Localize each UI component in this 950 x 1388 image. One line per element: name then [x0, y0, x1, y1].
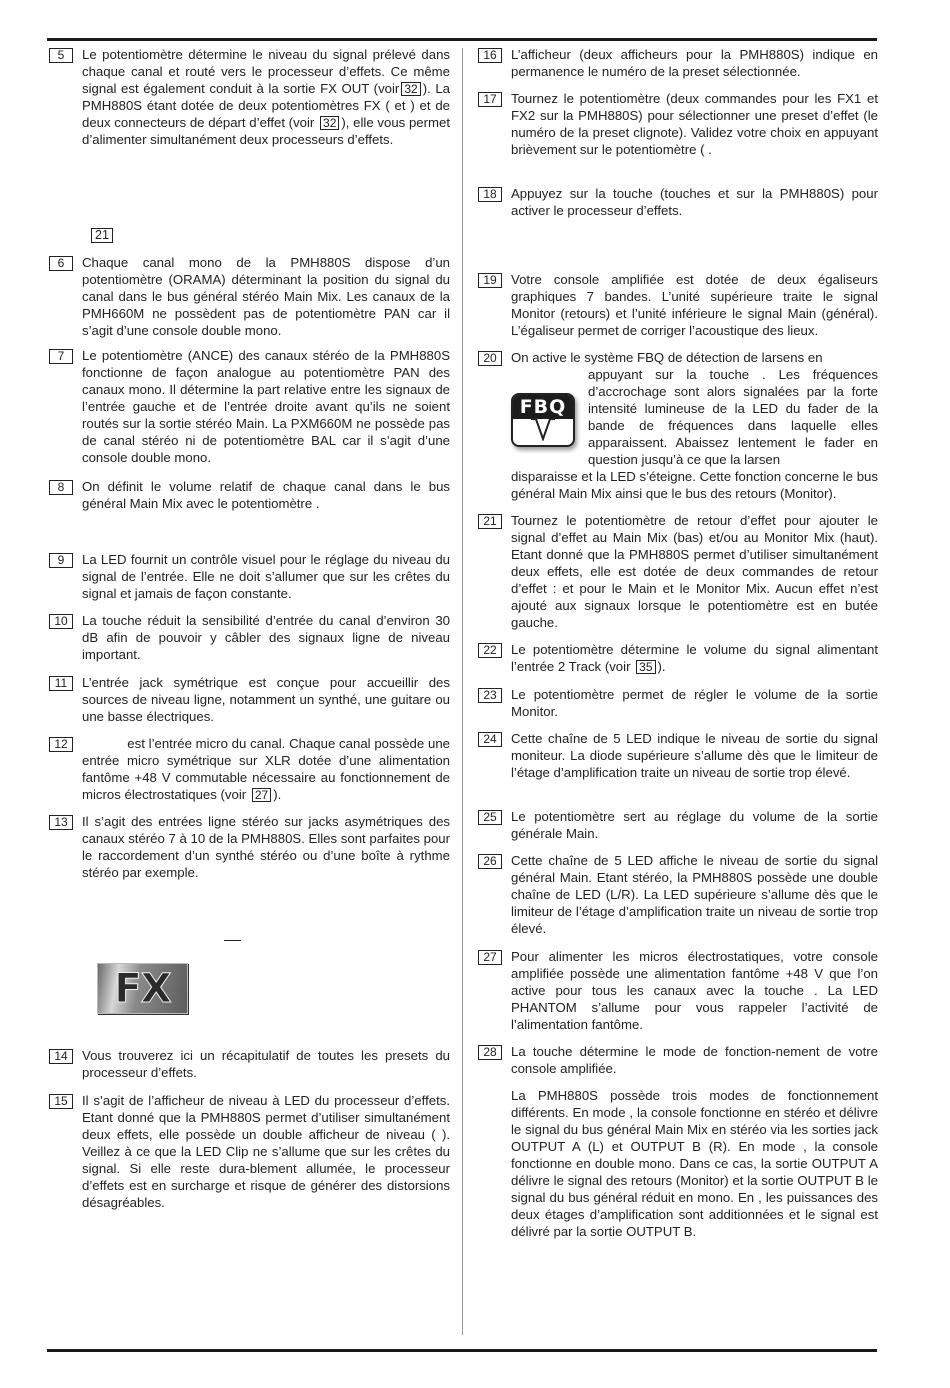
item-7 [49, 347, 450, 466]
item-text: Chaque canal mono de la PMH880S dispose d’un potentiomètre (ORAMA) déterminant la position du signal du canal dans le bus général stéréo Main Mix. Les canaux de la PMH660M ne possèdent pas de potentiomètre PAN car il s’agit d’une console double mono. [82, 255, 450, 338]
item-text: Le potentiomètre détermine le volume du signal alimentant l’entrée 2 Track (voir 35 ). [511, 642, 878, 674]
item-22 [478, 641, 878, 675]
item-15 [49, 1092, 450, 1211]
item-text: Il s’agit de l’afficheur de niveau à LED du processeur d’effets. Etant donné que la PMH880S permet d’utiliser simultanément deux effets, elle possède un double afficheur de niveau ( ). Veillez à ce que la LED Clip ne s’allume que sur les crêtes du signal. Si elle reste dura-blement allumée, le processeur d’effets est en surcharge et risque de générer des distorsions désagréables. [82, 1093, 450, 1210]
item-number: 12 [49, 737, 73, 752]
item-number: 14 [49, 1049, 73, 1064]
item-28 [478, 1043, 878, 1077]
item-17 [478, 90, 878, 158]
item-16 [478, 46, 878, 80]
item-text: Pour alimenter les micros électrostatiques, votre console amplifiée possède une alimentation fantôme +48 V que l’on active pour tous les canaux avec la touche . La LED PHANTOM s’allume pour vous rappeler l’activité de l’alimentation fantôme. [511, 949, 878, 1032]
item-text: Il s’agit des entrées ligne stéréo sur jacks asymétriques des canaux stéréo 7 à 10 de la PMH880S. Elles sont parfaites pour le raccordement d’un synthé stéréo ou d’une boîte à rythme stéréo par exemple. [82, 814, 451, 880]
item-6 [49, 254, 450, 339]
item-text: Vous trouverez ici un récapitulatif de toutes les presets du processeur d’effets. [82, 1048, 450, 1080]
cross-reference: 32 [401, 82, 420, 96]
item-24 [478, 730, 878, 781]
item-number: 22 [478, 643, 502, 658]
cross-reference-21: 21 [91, 228, 113, 243]
item-text-continued: disparaisse et la LED s’éteigne. Cette fonction concerne le bus général Main Mix ainsi que le bus des retours (Monitor). [511, 469, 878, 501]
item-number: 20 [478, 351, 502, 366]
cross-reference: 32 [320, 116, 339, 130]
item-11 [49, 674, 450, 725]
item-26 [478, 852, 878, 937]
item-text-wrapped: appuyant sur la touche . Les fréquences d’accrochage sont alors signalées par la forte intensité lumineuse de la LED du fader de la bande de fréquences dans laquelle elles apparaissent. Abaissez lentement le fader en question jusqu’à ce que la larsen [588, 367, 878, 467]
item-text: Tournez le potentiomètre (deux commandes pour les FX1 et FX2 sur la PMH880S) pour sélectionner une preset d’effet (le numéro de la preset clignote). Validez votre choix en appuyant brièvement sur le potentiomètre ( . [511, 91, 878, 157]
item-18 [478, 185, 878, 219]
item-number: 26 [478, 854, 502, 869]
item-text: Le potentiomètre (ANCE) des canaux stéréo de la PMH880S fonctionne de façon analogue au potentiomètre PAN des canaux mono. Il détermine la part relative entre les signaux de l’entrée gauche et de l’entrée droite avant qu’ils ne soient routés sur la sortie stéréo Main. La PXM660M ne possède pas de canal stéréo ni de potentiomètre BAL car il s’agit d’une console double mono. [82, 348, 450, 465]
item-number: 16 [478, 48, 502, 63]
item-5 [49, 46, 450, 148]
item-text: Le potentiomètre détermine le niveau du signal prélevé dans chaque canal et routé vers le processeur d’effets. Ce même signal est également conduit à la sortie FX OUT (voir 32 ). La PMH880S étant dotée de deux potentiomètres FX ( et ) et de deux connecteurs de départ d’effet (voir 32 ), elle vous permet d’alimenter simultanément deux processeurs d’effets. [82, 47, 450, 147]
item-text: Appuyez sur la touche (touches et sur la PMH880S) pour activer le processeur d’effets. [511, 186, 878, 218]
item-text: La LED fournit un contrôle visuel pour le réglage du niveau du signal de l’entrée. Elle ne doit s’allumer que sur les crêtes du signal et jamais de façon constante. [82, 552, 450, 601]
feedback-v-icon [531, 417, 555, 441]
item-13 [49, 813, 450, 881]
item-number: 9 [49, 553, 73, 568]
item-27 [478, 948, 878, 1033]
item-number: 6 [49, 256, 73, 271]
item-8 [49, 478, 450, 512]
item-number: 5 [49, 48, 73, 63]
item-text: Cette chaîne de 5 LED indique le niveau de sortie du signal moniteur. La diode supérieure s’allume dès que le limiteur de l’étage d’amplification traite un niveau de sortie trop élevé. [511, 731, 878, 780]
item-text: On définit le volume relatif de chaque canal dans le bus général Main Mix avec le potentiomètre . [82, 479, 450, 511]
item-text: La touche réduit la sensibilité d’entrée du canal d’environ 30 dB afin de pouvoir y câbler des signaux ligne de niveau important. [82, 613, 450, 662]
item-text: Tournez le potentiomètre de retour d’effet pour ajouter le signal d’effet au Main Mix (bas) et/ou au Monitor Mix (haut). Etant donné que la PMH880S permet d’utiliser simultanément deux effets, elle est dotée de deux commandes de retour d’effet : et pour le Main et le Monitor Mix. Aucun effet n’est ajouté aux signaux lorsque le potentiomètre est en butée gauche. [511, 513, 878, 630]
item-number: 11 [49, 676, 73, 691]
item-number: 13 [49, 815, 73, 830]
item-text: On active le système FBQ de détection de larsens en [511, 350, 823, 365]
item-text: L’entrée jack symétrique est conçue pour accueillir des sources de niveau ligne, notamment un synthé, une guitare ou une basse électriques. [82, 675, 450, 724]
item-9 [49, 551, 450, 602]
item-21 [478, 512, 878, 631]
fbq-logo-icon: FBQ [511, 393, 575, 447]
item-text: Votre console amplifiée est dotée de deux égaliseurs graphiques 7 bandes. L’unité supérieure traite le signal Monitor (retours) et l’unité inférieure le signal Main (général). L’égaliseur permet de corriger l’acoustique des lieux. [511, 272, 878, 338]
item-28-paragraph [478, 1087, 878, 1240]
item-text: La PMH880S possède trois modes de fonctionnement différents. En mode , la console fonctionne en stéréo et délivre le signal du bus général Main Mix en stéréo via les sorties jack OUTPUT A (L) et OUTPUT B (R). En mode , la console fonctionne en double mono. Dans ce cas, la sortie OUTPUT A délivre le signal des retours (Monitor) et la sortie OUTPUT B le signal du bus général réduit en mono. En , les puissances des deux étages d’amplification sont additionnées et le signal est délivré par la sortie OUTPUT B. [511, 1088, 878, 1239]
item-19 [478, 271, 878, 339]
fx-logo-icon: FX [97, 963, 188, 1014]
item-number: 27 [478, 950, 502, 965]
item-number: 10 [49, 614, 73, 629]
item-text: Le potentiomètre permet de régler le volume de la sortie Monitor. [511, 687, 878, 719]
item-text: La touche détermine le mode de fonction-nement de votre console amplifiée. [511, 1044, 878, 1076]
item-number: 24 [478, 732, 502, 747]
item-10 [49, 612, 450, 663]
column-divider [462, 48, 463, 1335]
item-number: 21 [478, 514, 502, 529]
cross-reference: 27 [252, 788, 271, 802]
item-number: 28 [478, 1045, 502, 1060]
item-12 [49, 735, 454, 803]
item-20 [478, 349, 878, 502]
item-text: Cette chaîne de 5 LED affiche le niveau de sortie du signal général Main. Etant stéréo, la PMH880S possède une double chaîne de LED (L/R). La LED supérieure s’allume dès que le limiteur de l’étage d’amplification traite un niveau de sortie trop élevé. [511, 853, 878, 936]
dash-mark [224, 940, 241, 941]
item-number: 18 [478, 187, 502, 202]
top-rule [47, 38, 877, 41]
item-text: est l’entrée micro du canal. Chaque canal possède une entrée micro symétrique sur XLR dotée d’une alimentation fantôme +48 V commutable nécessaire au fonctionnement de micros électrostatiques (voir 27 ). [82, 736, 454, 802]
bottom-rule [47, 1349, 877, 1352]
item-number: 25 [478, 810, 502, 825]
item-number: 17 [478, 92, 502, 107]
item-23 [478, 686, 878, 720]
item-number: 23 [478, 688, 502, 703]
item-25 [478, 808, 878, 842]
item-number: 8 [49, 480, 73, 495]
item-number: 15 [49, 1094, 73, 1109]
item-text: Le potentiomètre sert au réglage du volume de la sortie générale Main. [511, 809, 878, 841]
item-number: 19 [478, 273, 502, 288]
item-text: L’afficheur (deux afficheurs pour la PMH880S) indique en permanence le numéro de la preset sélectionnée. [511, 47, 878, 79]
cross-reference: 35 [636, 660, 655, 674]
item-14 [49, 1047, 450, 1081]
item-number: 7 [49, 349, 73, 364]
